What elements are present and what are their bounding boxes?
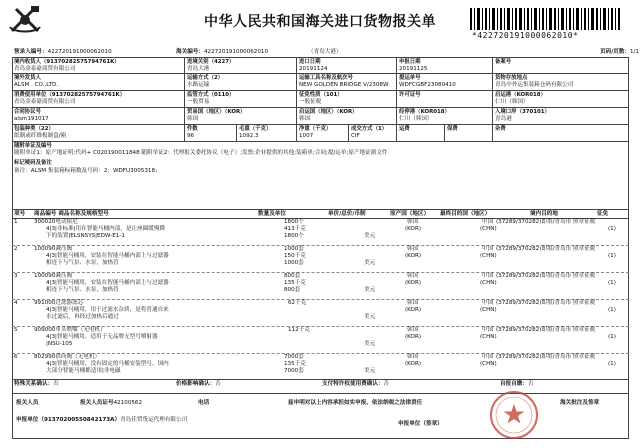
item-district: (37289/370282)即墨/青岛市 照章征税 [496, 300, 596, 306]
item-spec: 4|3|智能马桶用，没有固定的马桶安装型号，国内 [46, 361, 169, 367]
item-levy: (1) [608, 361, 616, 367]
item-code: 991000 [34, 300, 56, 306]
goods-row [12, 273, 629, 298]
goods-row [12, 300, 629, 325]
item-qty-2: 413千克 [284, 226, 306, 232]
item-levy: (1) [608, 334, 616, 340]
item-currency: 美元 [364, 341, 376, 347]
item-qty: 62千克 [288, 300, 307, 306]
col-no: 项号 [14, 211, 26, 217]
storage-value: 青岛中外运集装箱仓码有限公司 [495, 82, 574, 89]
item-currency: 美元 [364, 314, 376, 320]
item-qty-2: 150千克 [284, 253, 306, 259]
item-qty-3: 1000套 [284, 260, 304, 266]
form-row-2 [12, 73, 629, 90]
item-qty-3: 800套 [284, 287, 301, 293]
shipper-value: ALSM . CO.,LTD. [14, 82, 59, 89]
item-dest-code: (CHN) [480, 334, 497, 340]
transport-value: 水路运输 [187, 82, 210, 89]
item-dest: 中国 [482, 300, 494, 306]
col-levy: 征免 [597, 211, 609, 217]
gross-weight-value: 1092.3 [239, 133, 259, 140]
item-spec: 4|3|智能马桶用，用于过滤水杂质，是将普通自来 [46, 307, 169, 313]
col-qty: 数量及单位 [258, 211, 286, 217]
item-dest: 中国 [482, 327, 494, 333]
declare-date-label: 申报日期 [399, 59, 421, 65]
item-spec-2: 下的装置|ELSNSYS|EDW-E1-1 [46, 233, 125, 239]
consumer-label: 消费使用单位（91370282575794761K） [14, 92, 126, 98]
transit-port-label: 经停港（KOR018） [399, 109, 450, 115]
item-origin-code: (KOR) [405, 334, 422, 340]
item-spec-2: 大部分智能马桶都适用|非电磁 [46, 368, 121, 374]
vessel-label: 运输工具名称及航次号 [299, 75, 353, 81]
customs-note-label: 海关批注及签章 [560, 400, 600, 406]
barcode [470, 8, 620, 30]
self-declare: 自报自缴：否 [500, 381, 534, 387]
item-origin: 韩国 [407, 219, 419, 225]
item-name: 减压阀 [55, 273, 73, 279]
item-origin-code: (KOR) [405, 361, 422, 367]
item-name: 减压阀 [55, 246, 73, 252]
attachments-value: 随附单证1：原产地证明;代码+ C020190011848 随附单证2：代理报关委托协议（电子）;发票;企业提供的其他;装箱单;合同;提/运单;原产地证据文件 [14, 150, 388, 157]
item-district: (37289/370282)即墨/青岛市 照章征税 [496, 219, 596, 225]
import-date-label: 进口日期 [299, 59, 321, 65]
item-code: 300020 [34, 219, 56, 225]
item-origin: 韩国 [407, 273, 419, 279]
marks-value: 备注：ALSM 集装箱标箱数及号码：2；WDFU3005318； [14, 167, 161, 174]
item-levy: (1) [608, 280, 616, 286]
consumer-value: 青岛金泰豪商贸有限公司 [14, 99, 76, 106]
item-origin-code: (KOR) [405, 253, 422, 259]
license-label: 许可证号 [399, 92, 421, 98]
item-origin-code: (KOR) [405, 307, 422, 313]
package-label: 包装种类（22） [14, 126, 54, 132]
item-spec-2: |NSU-105 [46, 341, 73, 347]
special-relation: 特殊关系确认：否 [14, 381, 59, 387]
col-dest: 最终目的国（地区） [440, 211, 491, 217]
transit-port-value: 仁川（韩国） [399, 116, 433, 123]
prerecord-number: 预录入编号：422720191000062010 [14, 49, 112, 55]
vessel-value: NEW GOLDEN BRIDGE V/2308W [299, 82, 389, 89]
item-dest: 中国 [482, 246, 494, 252]
pieces-label: 件数 [187, 126, 198, 132]
item-levy: (1) [608, 226, 616, 232]
goods-row [12, 219, 629, 244]
item-district: (37289/370282)即墨/青岛市 照章征税 [496, 354, 596, 360]
item-spec-2: 水过滤后，再经过加热后通过 [46, 314, 119, 320]
supervision-label: 监管方式（0110） [187, 92, 235, 98]
record-number-label: 备案号 [495, 59, 512, 65]
item-origin: 韩国 [407, 354, 419, 360]
item-origin: 韩国 [407, 246, 419, 252]
barcode-text: *422720191000062010* [472, 31, 579, 40]
entry-point-label: 入境口岸（370101） [495, 109, 550, 115]
form-row-5 [12, 124, 629, 141]
item-district: (37289/370282)即墨/青岛市 照章征税 [496, 327, 596, 333]
bill-of-lading-value: WDFCGBF23080410 [399, 82, 456, 89]
package-value: 纸制或纤维板制盒/箱 [14, 133, 67, 140]
pieces-value: 96 [187, 133, 195, 140]
form-row-3 [12, 90, 629, 107]
insurance-label: 保费 [447, 126, 458, 132]
item-levy: (1) [608, 307, 616, 313]
item-spec-2: 相连下与气泵、水泵，加热管 [46, 260, 119, 266]
item-currency: 美元 [364, 368, 376, 374]
item-district: (37289/370282)即墨/青岛市 照章征税 [496, 273, 596, 279]
item-qty: 800套 [284, 273, 301, 279]
storage-label: 货物存放地点 [495, 75, 528, 81]
entry-point-value: 青岛港 [495, 116, 512, 123]
item-code: 100090 [34, 273, 56, 279]
item-currency: 美元 [364, 260, 376, 266]
departure-port-label: 启运港（KOR018） [495, 92, 546, 98]
agent: 申报单位（91370200550842173A）青岛佳贸货运代理有限公司 [16, 417, 188, 423]
item-dest-code: (CHN) [480, 280, 497, 286]
form-row-attachments [12, 141, 629, 209]
item-levy: (1) [608, 253, 616, 259]
item-no: 5 [14, 327, 18, 333]
item-qty: 112千克 [288, 327, 310, 333]
official-seal-icon [488, 389, 540, 441]
item-currency: 美元 [364, 233, 376, 239]
item-code: 100090 [34, 246, 56, 252]
confirm-line [12, 379, 629, 380]
import-date-value: 20191124 [299, 66, 328, 73]
item-qty-3: 7000套 [284, 368, 304, 374]
bill-of-lading-label: 提运单号 [399, 75, 421, 81]
declaration-statement: 兹申明对以上内容承担如实申报、依法纳税之法律责任 [288, 400, 423, 406]
origin-country-label: 启运国（地区）（KOR） [299, 109, 358, 115]
item-district: (37289/370282)即墨/青岛市 照章征税 [496, 246, 596, 252]
contract-value: alsm191017 [14, 116, 49, 123]
consignee-value: 青岛金泰豪商贸有限公司 [14, 66, 76, 73]
item-qty: 1800个 [284, 219, 304, 225]
declare-date-value: 20191125 [399, 66, 428, 73]
phone-label: 电话 [198, 400, 210, 406]
item-dest: 中国 [482, 354, 494, 360]
misc-fee-label: 杂费 [495, 126, 506, 132]
col-price: 单价/总价/币制 [328, 211, 366, 217]
agent-stamp-label: 申报单位（签章） [398, 421, 443, 427]
item-name: 供向阀（无电机） [55, 354, 101, 360]
entry-port-value: 青岛大港 [187, 66, 210, 73]
page-title: 中华人民共和国海关进口货物报关单 [204, 14, 436, 30]
col-origin: 原产国（地区） [390, 211, 430, 217]
form-row-4 [12, 107, 629, 124]
goods-header-line [12, 209, 629, 210]
item-spec: 4|3|非标准|用在智能马桶内部，是让座圈缓慢降 [46, 226, 166, 232]
item-name: 电动阻尼 [55, 219, 78, 225]
gross-weight-label: 毛重（千克） [239, 126, 272, 132]
net-weight-label: 净重（千克） [299, 126, 332, 132]
item-no: 2 [14, 246, 18, 252]
net-weight-value: 1007 [299, 133, 314, 140]
trade-country-value: 韩国 [187, 116, 199, 123]
item-dest-code: (CHN) [480, 307, 497, 313]
item-dest-code: (CHN) [480, 253, 497, 259]
goods-row [12, 354, 629, 379]
item-qty-3: 1800个 [284, 233, 304, 239]
item-no: 6 [14, 354, 18, 360]
item-origin-code: (KOR) [405, 280, 422, 286]
trade-country-label: 贸易国（地区）（KOR） [187, 109, 246, 115]
item-no: 1 [14, 219, 18, 225]
item-qty-2: 135千克 [284, 361, 306, 367]
transport-label: 运输方式（2） [187, 75, 224, 81]
item-qty-2: 135千克 [284, 280, 306, 286]
item-spec-2: 相连下与气泵、水泵，加热管 [46, 287, 119, 293]
item-name: 单头喷嘴（无电机） [55, 327, 106, 333]
col-district: 境内目的地 [530, 211, 558, 217]
item-qty: 1000套 [284, 246, 304, 252]
item-dest-code: (CHN) [480, 226, 497, 232]
item-code: 909000 [34, 327, 56, 333]
item-no: 4 [14, 300, 18, 306]
form-row-1 [12, 57, 629, 73]
royalty-confirm: 支付特许权使用费确认：否 [322, 381, 390, 387]
item-origin: 韩国 [407, 300, 419, 306]
marks-label: 标记唛码及备注 [14, 160, 52, 167]
entry-port-label: 进境关别（4227） [187, 59, 235, 65]
terms-value: CIF [351, 133, 360, 140]
item-dest-code: (CHN) [480, 361, 497, 367]
item-origin-code: (KOR) [405, 226, 422, 232]
customs-number: 海关编号：422720191000062010 [176, 49, 269, 55]
item-spec: 4|3|智能马桶用，适用于无品牌无型号喷射器 [46, 334, 158, 340]
levy-nature-value: 一般征税 [299, 99, 322, 106]
goods-row [12, 327, 629, 352]
declarant-cert: 报关人员证号42100562 [80, 400, 143, 406]
item-origin: 韩国 [407, 327, 419, 333]
attachments-label: 随附单证及编号 [14, 143, 52, 149]
declarant-label: 报关人员 [16, 400, 39, 406]
freight-label: 运费 [399, 126, 410, 132]
item-spec: 4|3|智能马桶用，安装在智能马桶内部上与过滤器 [46, 253, 169, 259]
customs-port: （青岛大港） [308, 49, 342, 55]
price-influence: 价格影响确认：否 [176, 381, 221, 387]
item-spec: 4|3|智能马桶用，安装在智能马桶内部上与过滤器 [46, 280, 169, 286]
origin-country-value: 韩国 [299, 116, 311, 123]
item-currency: 美元 [364, 287, 376, 293]
departure-port-value: 仁川（韩国） [495, 99, 529, 106]
goods-row [12, 246, 629, 271]
levy-nature-label: 征免性质（101） [299, 92, 343, 98]
item-qty: 7000套 [284, 354, 304, 360]
item-name: 过滤器滤芯 [55, 300, 84, 306]
contract-label: 合同协议号 [14, 109, 41, 115]
item-no: 3 [14, 273, 18, 279]
item-dest: 中国 [482, 273, 494, 279]
terms-label: 成交方式（1） [351, 126, 388, 132]
item-dest: 中国 [482, 219, 494, 225]
shipper-label: 境外发货人 [14, 75, 41, 81]
supervision-value: 一般贸易 [187, 99, 210, 106]
col-code-name: 商品编号 商品名称及规格型号 [34, 211, 109, 217]
item-code: 802990 [34, 354, 56, 360]
page-number: 页码/页数：1/1 [600, 49, 640, 55]
consignee-label: 境内收货人（91370282575794761K） [14, 59, 120, 65]
